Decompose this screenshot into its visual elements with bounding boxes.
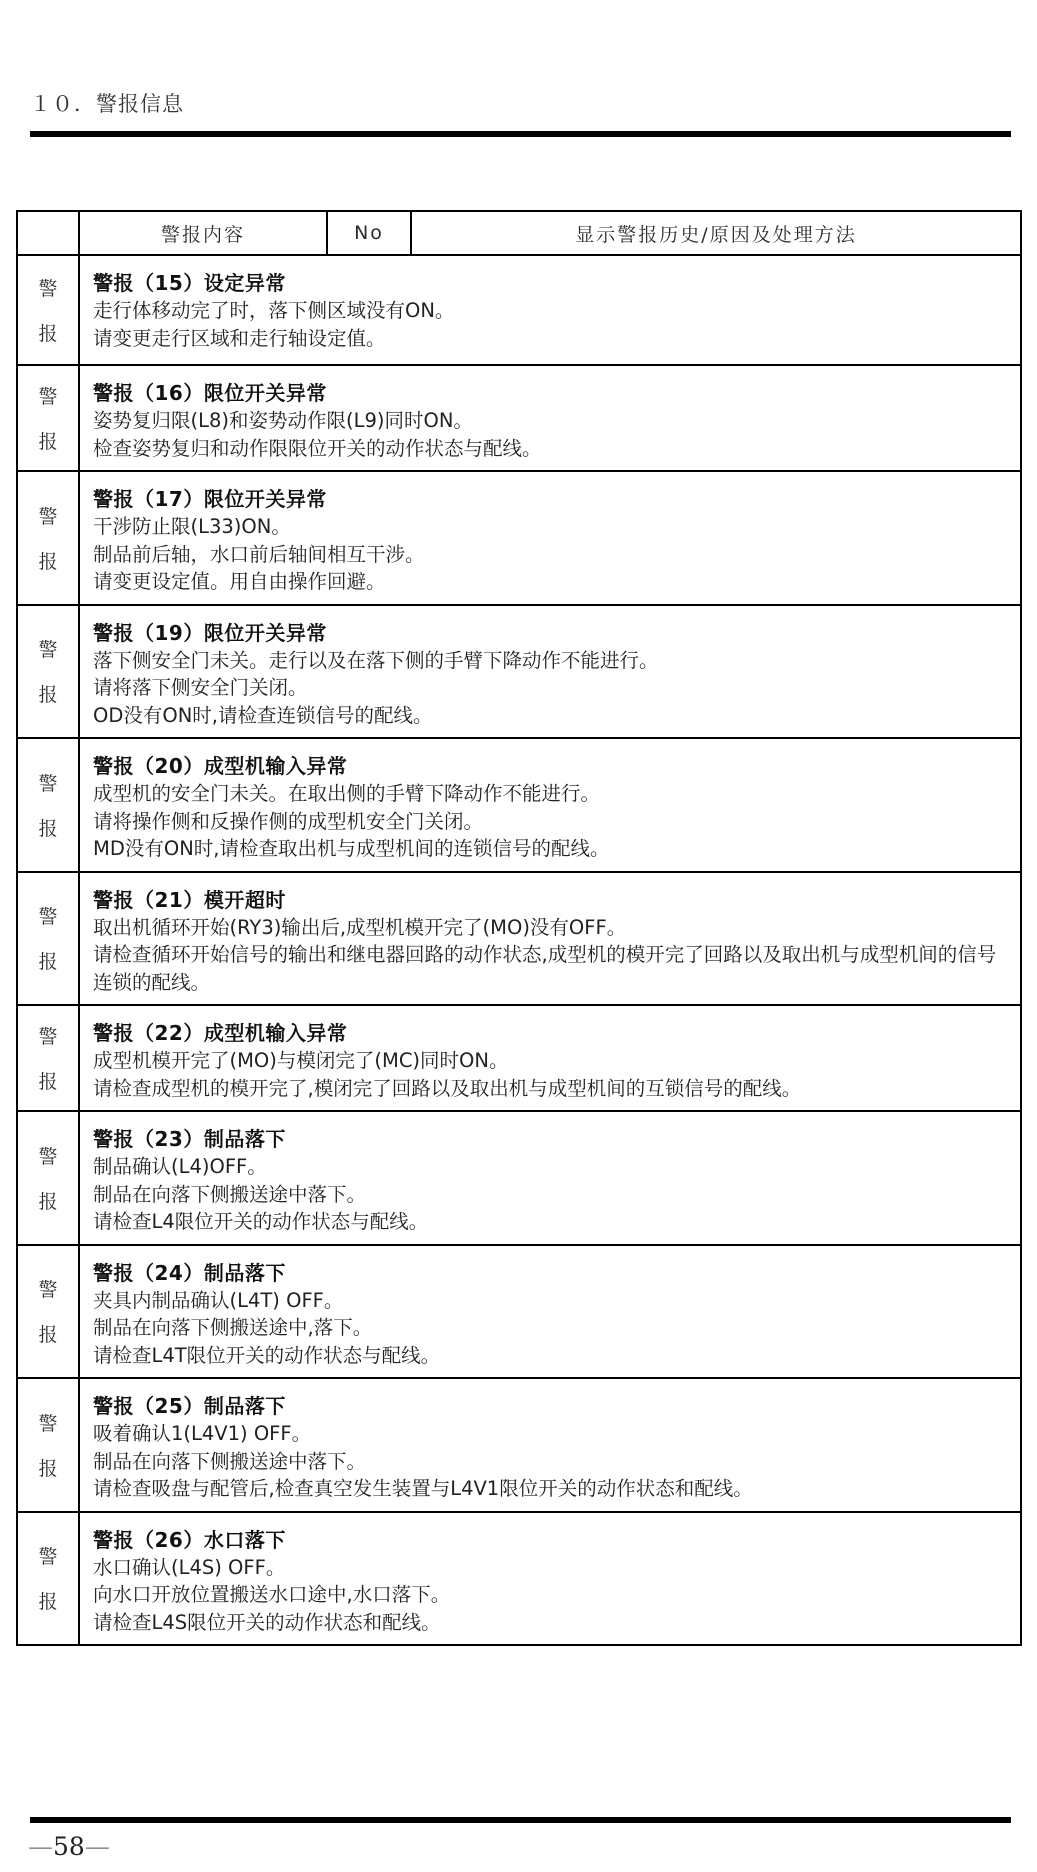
alarm-title: 警报（23）制品落下: [93, 1127, 286, 1151]
page-number-value: 58: [53, 1832, 85, 1861]
table-row: [18, 1110, 1020, 1244]
table-row: [18, 470, 1020, 604]
alarm-side-label: [18, 739, 80, 871]
alarm-line: 检查姿势复归和动作限限位开关的动作状态与配线。: [93, 436, 542, 460]
alarm-side-label-char-1: 警: [38, 1412, 58, 1435]
alarm-content-cell: [80, 256, 1020, 364]
alarm-content-cell: [80, 1246, 1020, 1378]
header-cell-empty: [18, 212, 80, 254]
alarm-side-label-char-2: 报: [38, 1591, 58, 1614]
alarm-line: 请检查吸盘与配管后,检查真空发生装置与L4V1限位开关的动作状态和配线。: [93, 1477, 753, 1500]
alarm-content-cell: [80, 1379, 1020, 1511]
alarm-side-label: [18, 366, 80, 470]
alarm-line: 成型机模开完了(MO)与模闭完了(MC)同时ON。: [93, 1049, 509, 1072]
alarm-side-label-char-1: 警: [38, 639, 58, 662]
alarm-title: 警报（19）限位开关异常: [93, 620, 327, 645]
alarm-side-label-char-1: 警: [38, 906, 58, 929]
table-row: [18, 254, 1020, 364]
alarm-side-label-char-1: 警: [38, 505, 58, 528]
alarm-title: 警报（25）制品落下: [93, 1394, 286, 1418]
alarm-content-cell: [80, 873, 1020, 1005]
alarm-line: 取出机循环开始(RY3)输出后,成型机模开完了(MO)没有OFF。: [93, 915, 627, 939]
title-rule: [30, 131, 1011, 137]
table-row: [18, 871, 1020, 1005]
alarm-side-label-char-2: 报: [38, 1071, 58, 1093]
alarm-side-label-char-2: 报: [38, 323, 58, 345]
alarm-line: 姿势复归限(L8)和姿势动作限(L9)同时ON。: [93, 409, 473, 432]
alarm-line: 制品在向落下侧搬送途中落下。: [93, 1182, 367, 1206]
table-row: [18, 364, 1020, 470]
alarm-side-label: [18, 1513, 80, 1645]
page-number-dash-left: —: [28, 1832, 53, 1861]
alarm-line: 请检查循环开始信号的输出和继电器回路的动作状态,成型机的模开完了回路以及取出机与成型机间的信号连锁的配线。: [93, 943, 997, 994]
table-body: [18, 254, 1020, 1644]
alarm-side-label-char-2: 报: [38, 1190, 58, 1213]
alarm-side-label-char-1: 警: [38, 1026, 58, 1048]
page-number-dash-right: —: [84, 1832, 110, 1861]
alarm-table: [16, 210, 1022, 1646]
footer-rule: [30, 1817, 1011, 1823]
alarm-side-label-char-2: 报: [38, 951, 58, 974]
alarm-line: 吸着确认1(L4V1) OFF。: [93, 1422, 312, 1445]
alarm-content-cell: [80, 606, 1020, 738]
alarm-line: 制品前后轴，水口前后轴间相互干涉。: [93, 542, 425, 566]
alarm-line: 请变更设定值。用自由操作回避。: [93, 570, 386, 593]
header-cell-no: No: [328, 212, 412, 254]
alarm-content-cell: [80, 1513, 1020, 1645]
alarm-title: 警报（24）制品落下: [93, 1260, 286, 1285]
alarm-line: 干涉防止限(L33)ON。: [93, 515, 291, 538]
alarm-side-label-char-2: 报: [38, 1324, 58, 1347]
alarm-line: 请检查L4S限位开关的动作状态和配线。: [93, 1610, 441, 1634]
alarm-content-cell: [80, 366, 1020, 470]
alarm-side-label-char-2: 报: [38, 550, 58, 573]
alarm-line: OD没有ON时,请检查连锁信号的配线。: [93, 703, 433, 727]
alarm-side-label: [18, 873, 80, 1005]
table-row: [18, 1004, 1020, 1110]
alarm-line: 制品在向落下侧搬送途中落下。: [93, 1449, 367, 1473]
header-cell-description: 显示警报历史/原因及处理方法: [575, 223, 857, 246]
alarm-side-label-char-1: 警: [38, 1546, 58, 1569]
alarm-line: 落下侧安全门未关。走行以及在落下侧的手臂下降动作不能进行。: [93, 648, 659, 672]
page-number: [28, 1832, 110, 1861]
alarm-line: 走行体移动完了时，落下侧区域没有ON。: [93, 299, 455, 322]
alarm-side-label-char-2: 报: [38, 684, 58, 707]
alarm-side-label: [18, 472, 80, 604]
alarm-content-cell: [80, 472, 1020, 604]
alarm-line: 向水口开放位置搬送水口途中,水口落下。: [93, 1583, 451, 1606]
alarm-line: 成型机的安全门未关。在取出侧的手臂下降动作不能进行。: [93, 782, 601, 805]
alarm-side-label-char-2: 报: [38, 431, 58, 453]
page-title: １０．警报信息: [30, 92, 184, 116]
alarm-line: 请检查L4限位开关的动作状态与配线。: [93, 1210, 429, 1233]
alarm-title: 警报（17）限位开关异常: [93, 487, 327, 511]
alarm-side-label: [18, 256, 80, 364]
alarm-title: 警报（15）设定异常: [93, 271, 286, 295]
table-header-row: [18, 212, 1020, 254]
table-row: [18, 604, 1020, 738]
alarm-side-label-char-1: 警: [38, 386, 58, 408]
alarm-content-cell: [80, 1006, 1020, 1110]
alarm-side-label: [18, 1006, 80, 1110]
header-cell-alarm-content: 警报内容: [80, 212, 328, 254]
alarm-side-label-char-1: 警: [38, 772, 58, 795]
alarm-content-cell: [80, 739, 1020, 871]
alarm-line: 请将操作侧和反操作侧的成型机安全门关闭。: [93, 809, 484, 833]
alarm-line: 制品确认(L4)OFF。: [93, 1155, 267, 1178]
alarm-title: 警报（22）成型机输入异常: [93, 1021, 348, 1045]
alarm-line: 请检查L4T限位开关的动作状态与配线。: [93, 1343, 441, 1367]
alarm-side-label: [18, 1112, 80, 1244]
alarm-side-label: [18, 1379, 80, 1511]
table-row: [18, 1244, 1020, 1378]
alarm-title: 警报（20）成型机输入异常: [93, 754, 348, 778]
table-row: [18, 737, 1020, 871]
alarm-side-label-char-1: 警: [38, 278, 58, 300]
alarm-line: 夹具内制品确认(L4T) OFF。: [93, 1288, 344, 1312]
alarm-title: 警报（26）水口落下: [93, 1527, 286, 1552]
alarm-title: 警报（21）模开超时: [93, 887, 286, 912]
alarm-side-label: [18, 1246, 80, 1378]
table-row: [18, 1511, 1020, 1645]
alarm-line: MD没有ON时,请检查取出机与成型机间的连锁信号的配线。: [93, 837, 610, 860]
alarm-side-label-char-1: 警: [38, 1145, 58, 1168]
alarm-title: 警报（16）限位开关异常: [93, 381, 327, 405]
alarm-side-label-char-2: 报: [38, 817, 58, 840]
alarm-line: 制品在向落下侧搬送途中,落下。: [93, 1316, 373, 1339]
alarm-content-cell: [80, 1112, 1020, 1244]
alarm-side-label-char-1: 警: [38, 1279, 58, 1302]
alarm-side-label: [18, 606, 80, 738]
alarm-line: 请将落下侧安全门关闭。: [93, 676, 308, 699]
alarm-line: 水口确认(L4S) OFF。: [93, 1555, 286, 1579]
alarm-side-label-char-2: 报: [38, 1457, 58, 1480]
alarm-line: 请检查成型机的模开完了,模闭完了回路以及取出机与成型机间的互锁信号的配线。: [93, 1076, 802, 1100]
alarm-line: 请变更走行区域和走行轴设定值。: [93, 326, 386, 350]
table-row: [18, 1377, 1020, 1511]
